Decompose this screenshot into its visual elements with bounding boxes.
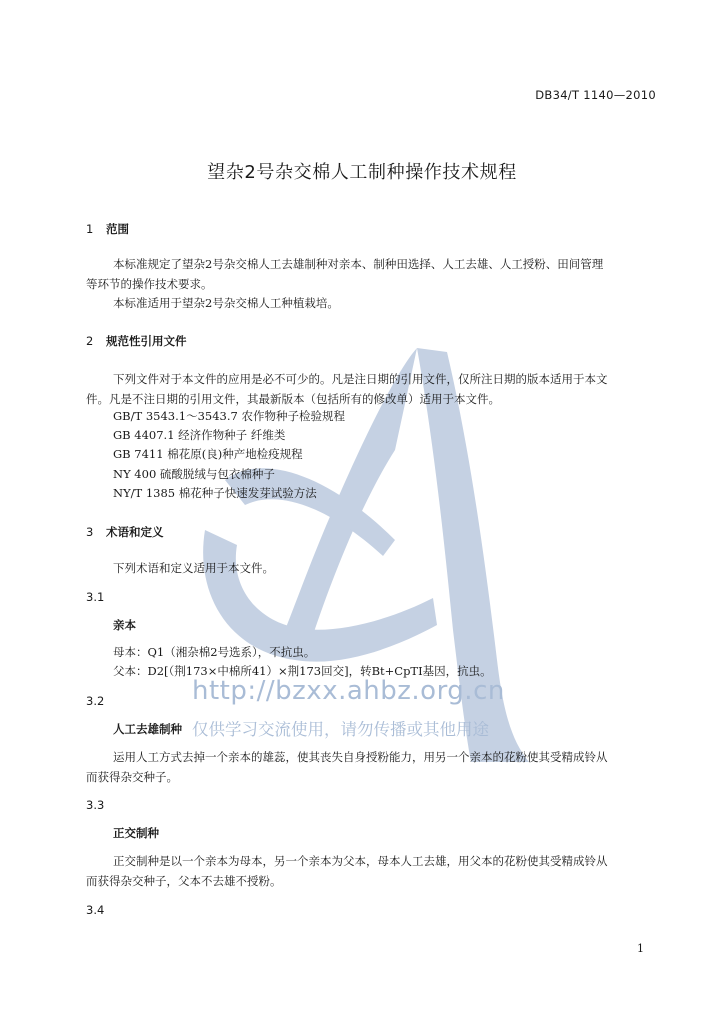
term-3-2-line1: 运用人工方式去掉一个亲本的雄蕊，使其丧失自身授粉能力，用另一个亲本的花粉使其受精成铃从 — [113, 750, 608, 764]
section-2-title: 规范性引用文件 — [106, 334, 187, 348]
standard-number: DB34/T 1140—2010 — [535, 88, 656, 102]
section-3-number: 3 — [86, 525, 94, 539]
term-3-2-definition — [86, 748, 658, 787]
term-3-2-number: 3.2 — [86, 694, 105, 708]
section-1-title: 范围 — [106, 222, 129, 236]
term-3-4-number: 3.4 — [86, 903, 105, 917]
section-2-paragraph — [86, 370, 658, 409]
term-3-3-line1: 正交制种是以一个亲本为母本，另一个亲本为父本，母本人工去雄，用父本的花粉使其受精成铃从 — [113, 854, 608, 868]
reference-item: GB 7411 棉花原(良)种产地检疫规程 — [113, 447, 303, 461]
section-3-title: 术语和定义 — [106, 525, 164, 539]
reference-item: GB 4407.1 经济作物种子 纤维类 — [113, 428, 286, 442]
reference-item: GB/T 3543.1～3543.7 农作物种子检验规程 — [113, 409, 345, 423]
section-2-heading — [86, 333, 187, 349]
term-3-3-definition — [86, 852, 658, 891]
term-3-2-line2: 而获得杂交种子。 — [86, 769, 178, 784]
watermark-note: 仅供学习交流使用，请勿传播或其他用途 — [192, 720, 489, 739]
reference-item: NY/T 1385 棉花种子快速发芽试验方法 — [113, 486, 317, 500]
term-3-1-number: 3.1 — [86, 590, 105, 604]
term-3-2-name: 人工去雄制种 — [113, 722, 182, 736]
term-3-3-name: 正交制种 — [113, 826, 159, 840]
term-3-1-line2: 父本：D2[（荆173×中棉所41）×荆173回交]，转Bt+CpTI基因，抗虫。 — [113, 664, 492, 678]
term-3-3-line2: 而获得杂交种子，父本不去雄不授粉。 — [86, 873, 282, 888]
section-2-p1-line1: 下列文件对于本文件的应用是必不可少的。凡是注日期的引用文件，仅所注日期的版本适用于本文 — [113, 372, 608, 386]
section-3-intro: 下列术语和定义适用于本文件。 — [113, 561, 274, 575]
section-1-p2: 本标准适用于望杂2号杂交棉人工种植栽培。 — [113, 296, 339, 310]
section-1-paragraph-1 — [86, 255, 658, 314]
watermark-url: http://bzxx.ahbz.org.cn — [192, 676, 505, 706]
section-1-number: 1 — [86, 222, 94, 236]
section-1-p1-line1: 本标准规定了望杂2号杂交棉人工去雄制种对亲本、制种田选择、人工去雄、人工授粉、田间管理 — [113, 257, 604, 271]
term-3-1-name: 亲本 — [113, 618, 136, 632]
term-3-1-line1: 母本：Q1（湘杂棉2号选系），不抗虫。 — [113, 645, 316, 659]
section-3-heading — [86, 524, 164, 540]
term-3-3-number: 3.3 — [86, 798, 105, 812]
document-title: 望杂2号杂交棉人工制种操作技术规程 — [207, 162, 517, 183]
section-2-p1-line2: 件。凡是不注日期的引用文件，其最新版本（包括所有的修改单）适用于本文件。 — [86, 391, 500, 406]
section-1-heading — [86, 221, 129, 237]
section-2-number: 2 — [86, 334, 94, 348]
section-1-p1-line2: 等环节的操作技术要求。 — [86, 276, 213, 291]
reference-item: NY 400 硫酸脱绒与包衣棉种子 — [113, 467, 275, 481]
page-number: 1 — [637, 942, 644, 955]
